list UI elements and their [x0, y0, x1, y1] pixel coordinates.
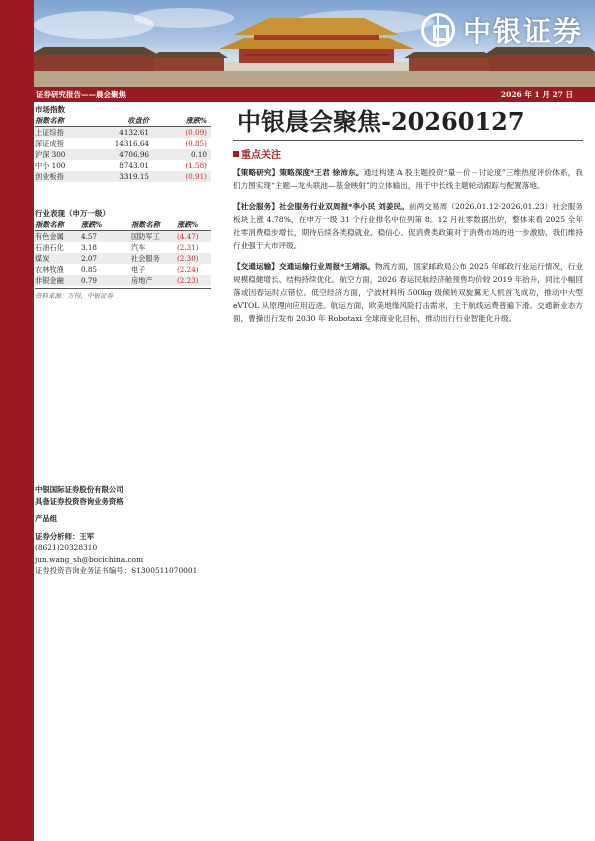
section-social-services — [233, 200, 583, 252]
square-bullet-icon — [233, 151, 239, 157]
main-content — [233, 104, 583, 333]
industry-name: 电子 — [131, 265, 146, 274]
analyst-license: 证券投资咨询业务证书编号：S1300511070001 — [35, 566, 198, 575]
section-transportation — [233, 260, 583, 325]
table-row — [35, 264, 211, 275]
section-tag: 【交通运输】 — [233, 262, 279, 271]
focus-heading — [233, 146, 583, 161]
index-change: (1.58) — [185, 161, 207, 170]
report-date: 2026 年 1 月 27 日 — [500, 90, 573, 99]
index-close: 8743.01 — [119, 161, 149, 170]
industry-name: 国防军工 — [131, 231, 177, 243]
industry-change: (2.31) — [177, 243, 199, 252]
market-index-heading: 市场指数 — [35, 105, 65, 114]
industry-change: 3.18 — [81, 243, 98, 252]
industry-change: (2.23) — [177, 275, 211, 286]
table-row — [35, 275, 211, 286]
table-row — [35, 127, 211, 139]
index-close: 4706.96 — [97, 149, 149, 160]
index-change: (0.09) — [149, 127, 211, 139]
section-lead: 社会服务行业双周报*李小民 刘姜民。 — [279, 202, 409, 211]
brand-lockup — [421, 10, 583, 50]
index-close: 14316.64 — [114, 139, 149, 148]
industry-table — [35, 219, 211, 286]
industry-name: 房地产 — [131, 275, 177, 286]
section-lead: 交通运输行业周报*王靖添。 — [278, 262, 375, 271]
col-header: 涨跌% — [177, 219, 211, 231]
industry-name: 非银金融 — [35, 275, 81, 286]
left-accent-stripe — [0, 0, 34, 841]
industry-name: 社会服务 — [131, 253, 177, 264]
focus-heading-label: 重点关注 — [241, 150, 281, 161]
page-title: 中银晨会聚焦-20260127 — [233, 104, 583, 141]
col-header: 指数名称 — [131, 219, 177, 231]
index-name: 深证成指 — [35, 139, 64, 148]
table-row — [35, 171, 211, 182]
index-name: 中小 100 — [35, 161, 66, 170]
industry-change: (4.47) — [177, 231, 211, 243]
index-name: 上证综指 — [35, 127, 97, 139]
section-lead: 策略深度*王君 徐沛东。 — [279, 168, 364, 177]
analyst-name: 证券分析师：王军 — [35, 531, 95, 541]
analyst-phone: (8621)20328310 — [35, 543, 98, 552]
section-strategy — [233, 166, 583, 192]
industry-name: 煤炭 — [35, 253, 81, 264]
market-index-table — [35, 115, 211, 182]
table-row — [35, 231, 211, 243]
table-row — [35, 160, 211, 171]
contact-block — [35, 484, 235, 577]
data-source-note: 资料来源：万得，中银证券 — [35, 288, 211, 300]
company-qualification: 具备证券投资咨询业务资格 — [35, 496, 124, 506]
col-header: 指数名称 — [35, 219, 81, 231]
header-banner — [34, 0, 595, 87]
industry-change: (2.24) — [177, 265, 199, 274]
industry-change: 0.85 — [81, 265, 98, 274]
index-change: (0.91) — [149, 171, 211, 182]
industry-name: 汽车 — [131, 243, 146, 252]
brand-name: 中银证券 — [462, 15, 583, 48]
industry-name: 农林牧渔 — [35, 265, 64, 274]
table-row — [35, 253, 211, 264]
industry-name: 有色金属 — [35, 231, 81, 243]
industry-heading: 行业表现（申万一级） — [35, 209, 110, 218]
index-change: (0.85) — [185, 139, 207, 148]
index-name: 创业板指 — [35, 171, 97, 182]
index-close: 4132.61 — [97, 127, 149, 139]
table-header-row — [35, 219, 211, 231]
group-name: 产品组 — [35, 514, 58, 523]
col-header: 涨跌% — [81, 219, 131, 231]
table-row — [35, 138, 211, 149]
section-tag: 【策略研究】 — [233, 168, 280, 177]
col-header: 指数名称 — [35, 115, 97, 127]
section-body: 通过构建 A 股主题投资“量－价－讨论度”三维热度评价体系，我们力图实现“主题—龙头联池—基金映射”的立体输出，用于中长线主题轮动跟踪与配置落地。 — [233, 168, 583, 190]
index-change: 0.10 — [149, 149, 211, 160]
index-name: 沪深 300 — [35, 149, 97, 160]
section-body: 物流方面，国家邮政局公布 2025 年邮政行业运行情况，行业规模稳健增长、结构持续优化。航空方面，2026 春运民航经济舱预售均价较 2019 年抬升，同比小幅回落或因春运时点错位。低空经济方面，宁波材料所 500kg 级倾转双旋翼无人机首飞成功，推动中大型 eVTOL 从原理向应用迈进。航运方面，欧美地缘风险打击需求，主干航线运费普遍下滑。交通新业态方面，曹操出行发布 2030 年 Robotaxi 全球商业化目标，推动出行行业智能化升级。 — [233, 262, 583, 323]
col-header: 收盘价 — [97, 115, 149, 127]
industry-name: 石油石化 — [35, 243, 64, 252]
col-header: 涨跌% — [149, 115, 211, 127]
table-row — [35, 242, 211, 253]
industry-change: 4.57 — [81, 231, 131, 243]
industry-change: 0.79 — [81, 275, 131, 286]
report-type: 证券研究报告——晨会聚焦 — [36, 90, 126, 99]
company-name: 中银国际证券股份有限公司 — [35, 485, 124, 494]
section-tag: 【社会服务】 — [233, 202, 280, 211]
table-header-row — [35, 115, 211, 127]
index-close: 3319.15 — [97, 171, 149, 182]
table-row — [35, 149, 211, 160]
boc-logo-icon — [421, 13, 455, 47]
section-body: 前两交易周（2026.01.12-2026.01.23）社会服务板块上涨 4.78%，在申万一级 31 个行业排名中位列第 8。12 月社零数据出炉，整体来看 2025 全年社零消费稳步增长，期待后续各类稳就业、稳信心、促消费类政策对于消费市场的进一步激励，我们维持行业强于大市评级。 — [233, 202, 583, 250]
sidebar — [35, 104, 211, 300]
industry-change: 2.07 — [81, 253, 131, 264]
analyst-email[interactable]: jun.wang_sh@bocichina.com — [35, 554, 144, 564]
industry-change: (2.30) — [177, 253, 211, 264]
report-subbar — [34, 87, 595, 102]
